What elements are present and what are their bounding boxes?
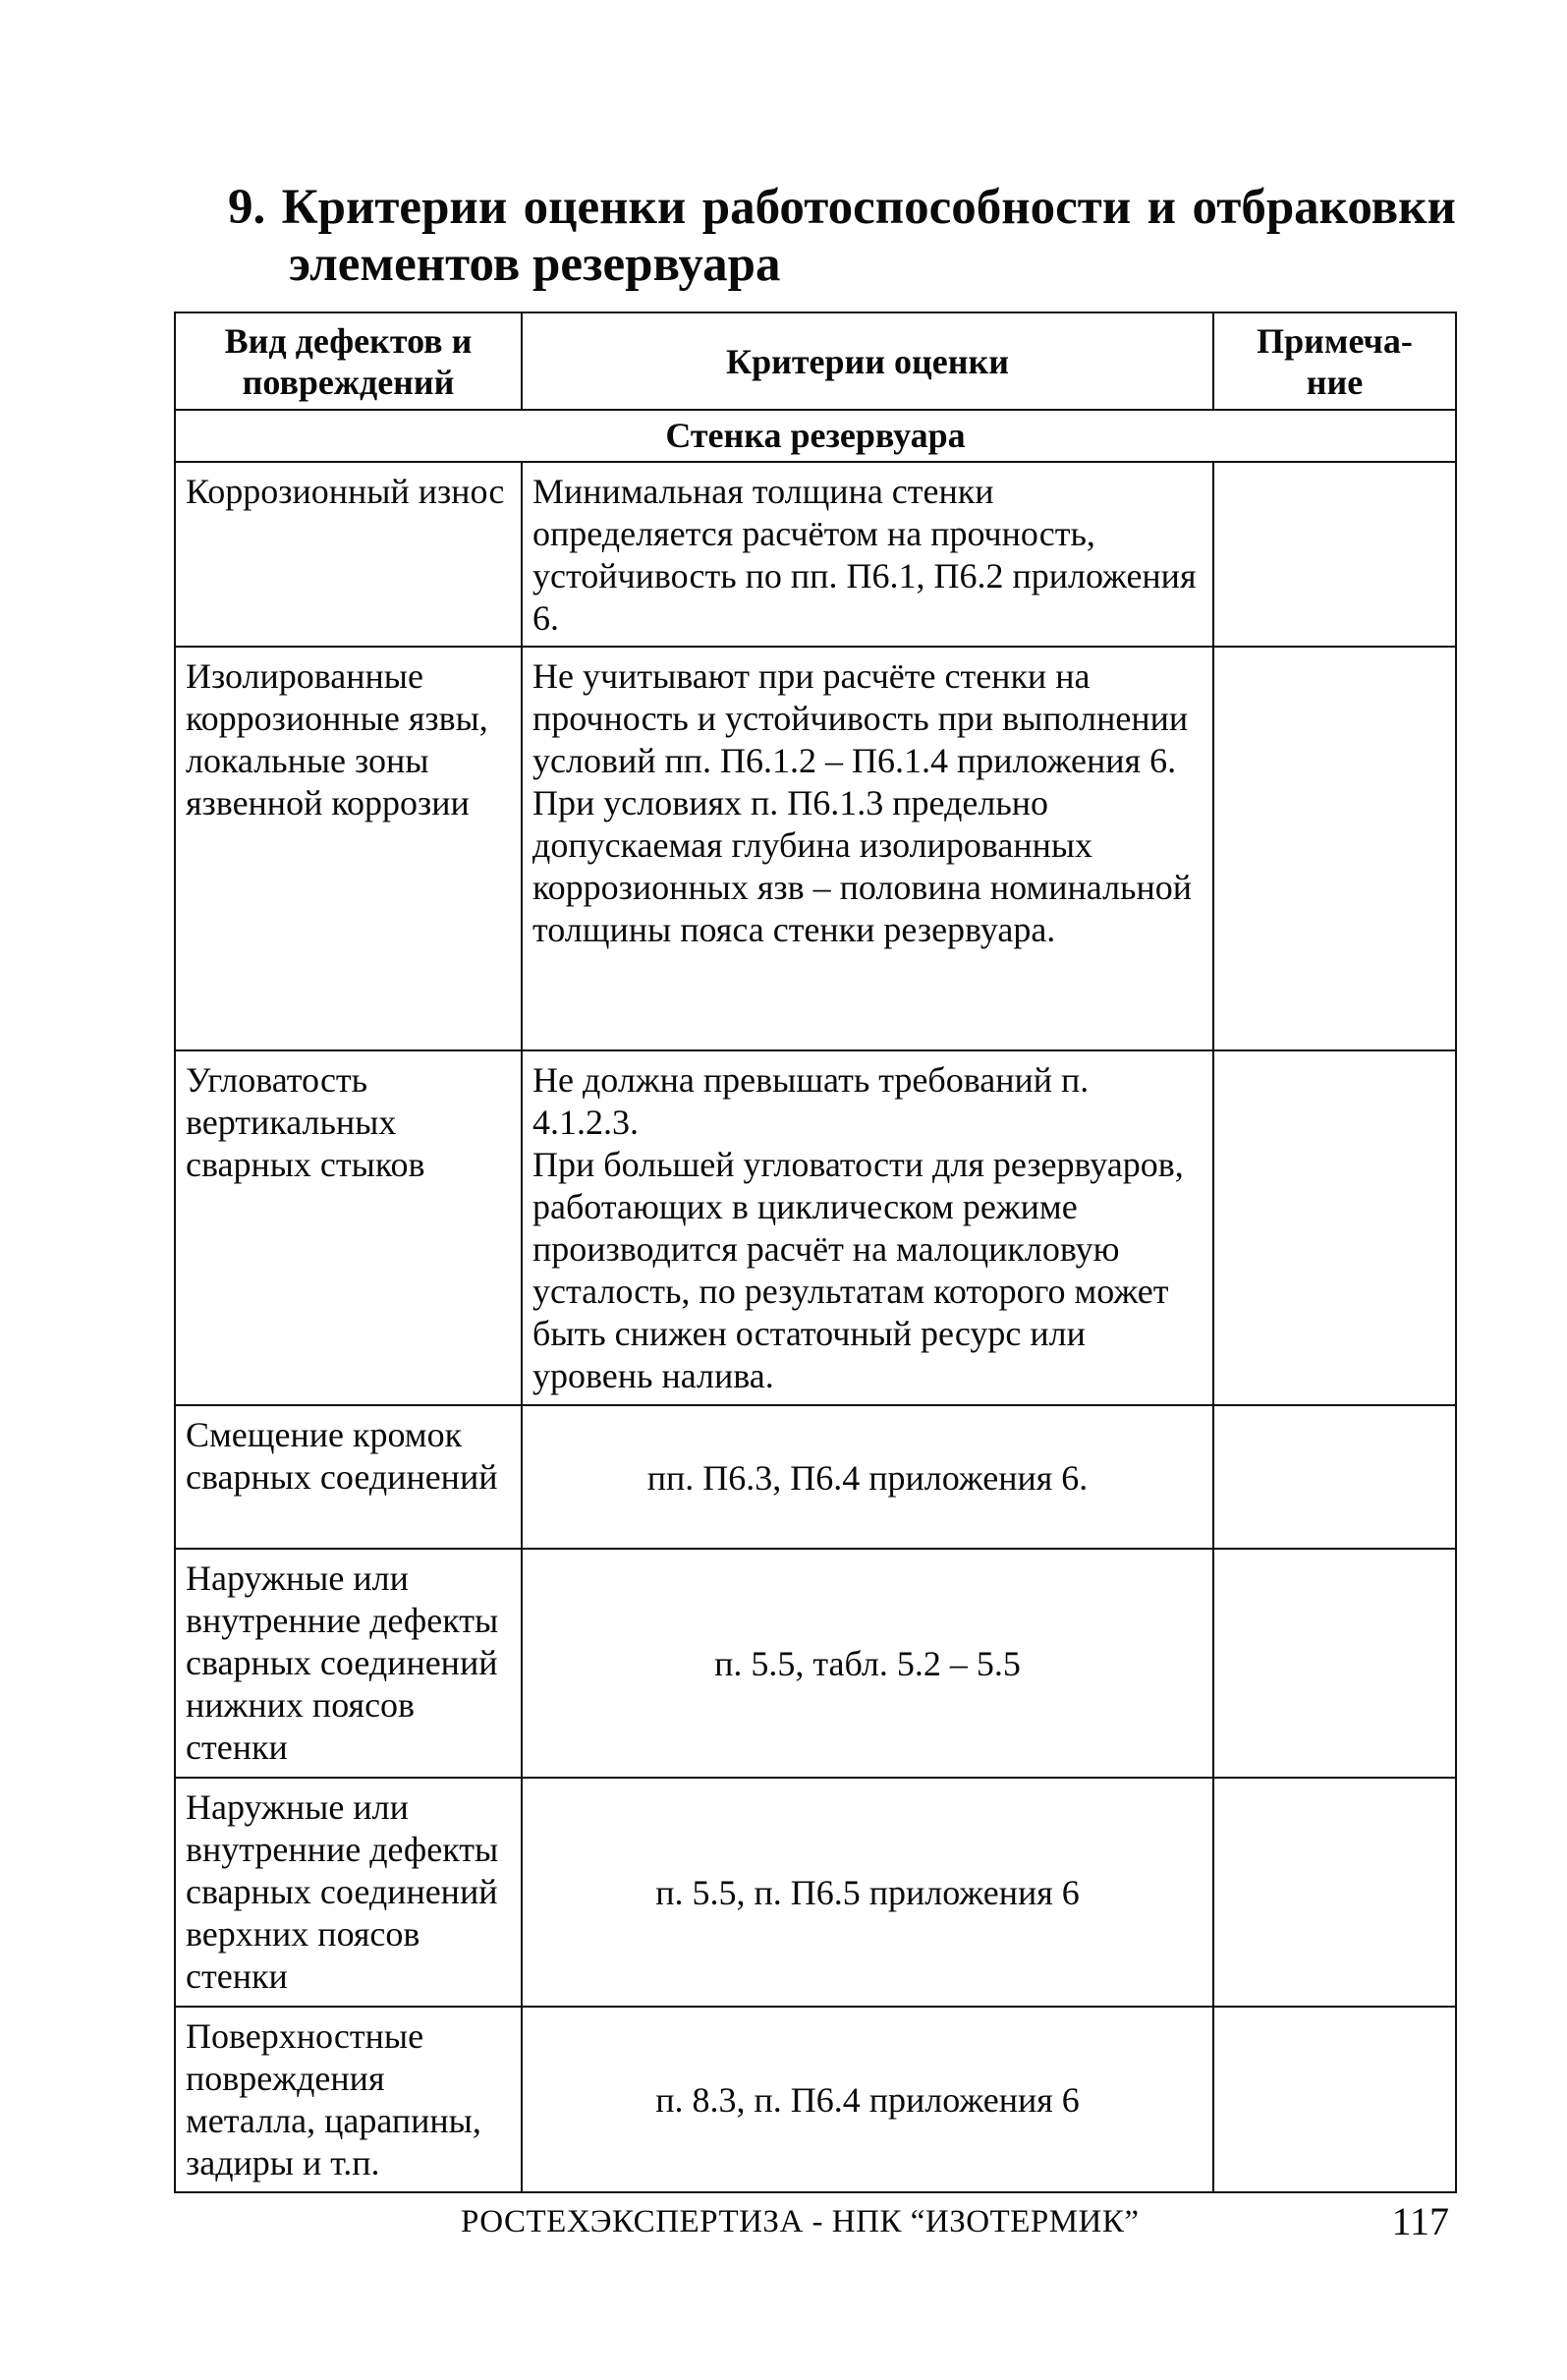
defect-cell: Изолированные коррозионные язвы, локальные зоны язвенной коррозии — [175, 647, 522, 1050]
table-row — [175, 647, 1456, 1050]
table-row — [175, 1778, 1456, 2007]
note-cell — [1213, 1050, 1456, 1405]
table-header-row — [175, 312, 1456, 410]
section-heading-line2: элементов резервуара — [289, 237, 781, 292]
defect-cell: Угловатость вертикальных сварных стыков — [175, 1050, 522, 1405]
criteria-cell: пп. П6.3, П6.4 приложения 6. — [522, 1405, 1213, 1549]
section-heading-line1 — [228, 179, 1456, 236]
note-cell — [1213, 647, 1456, 1050]
section-number: 9. — [228, 180, 266, 235]
heading-word: отбраковки — [1192, 180, 1456, 235]
criteria-cell: п. 5.5, табл. 5.2 – 5.5 — [522, 1549, 1213, 1778]
note-cell — [1213, 1405, 1456, 1549]
heading-word: и — [1147, 180, 1177, 235]
note-cell — [1213, 2007, 1456, 2192]
defect-cell: Коррозионный износ — [175, 462, 522, 647]
table-row — [175, 1405, 1456, 1549]
section-heading — [228, 179, 1456, 293]
criteria-paragraph: Не должна превышать требований п. 4.1.2.3. — [532, 1060, 1090, 1142]
header-defect-type: Вид дефектов и повреждений — [175, 312, 522, 410]
criteria-paragraph: При условиях п. П6.1.3 предельно допускаемая глубина изолированных коррозионных язв – половина номинальной толщины пояса стенки резервуара. — [532, 783, 1193, 949]
note-cell — [1213, 1778, 1456, 2007]
defect-cell: Поверхностные повреждения металла, царапины, задиры и т.п. — [175, 2007, 522, 2192]
note-cell — [1213, 1549, 1456, 1778]
publisher-name: РОСТЕХЭКСПЕРТИЗА - НПК “ИЗОТЕРМИК” — [461, 2204, 1140, 2239]
note-cell — [1213, 462, 1456, 647]
page-number: 117 — [1391, 2199, 1449, 2243]
section-row — [175, 410, 1456, 462]
defect-cell: Наружные или внутренние дефекты сварных соединений верхних поясов стенки — [175, 1778, 522, 2007]
criteria-cell: Минимальная толщина стенки определяется расчётом на прочность, устойчивость по пп. П6.1, П6.2 приложения 6. — [522, 462, 1213, 647]
criteria-cell: п. 8.3, п. П6.4 приложения 6 — [522, 2007, 1213, 2192]
section-title: Стенка резервуара — [175, 410, 1456, 462]
header-note: Примеча- ние — [1213, 312, 1456, 410]
table-row — [175, 1050, 1456, 1405]
table-row — [175, 2007, 1456, 2192]
defect-cell: Смещение кромок сварных соединений — [175, 1405, 522, 1549]
table-row — [175, 462, 1456, 647]
heading-word: работоспособности — [701, 180, 1132, 235]
defect-cell: Наружные или внутренние дефекты сварных соединений нижних поясов стенки — [175, 1549, 522, 1778]
table-row — [175, 1549, 1456, 1778]
page-footer — [174, 2196, 1455, 2245]
criteria-cell — [522, 647, 1213, 1050]
criteria-paragraph: Не учитывают при расчёте стенки на прочность и устойчивость при выполнении условий пп. П6.1.2 – П6.1.4 приложения 6. — [532, 656, 1189, 780]
criteria-cell: п. 5.5, п. П6.5 приложения 6 — [522, 1778, 1213, 2007]
criteria-paragraph: При большей угловатости для резервуаров, работающих в циклическом режиме производится расчёт на малоцикловую усталость, по результатам которого может быть снижен остаточный ресурс или уровень налива. — [532, 1145, 1184, 1395]
criteria-table — [174, 312, 1457, 2193]
header-criteria: Критерии оценки — [522, 312, 1213, 410]
criteria-cell — [522, 1050, 1213, 1405]
heading-word: оценки — [523, 180, 687, 235]
heading-word: Критерии — [281, 180, 508, 235]
